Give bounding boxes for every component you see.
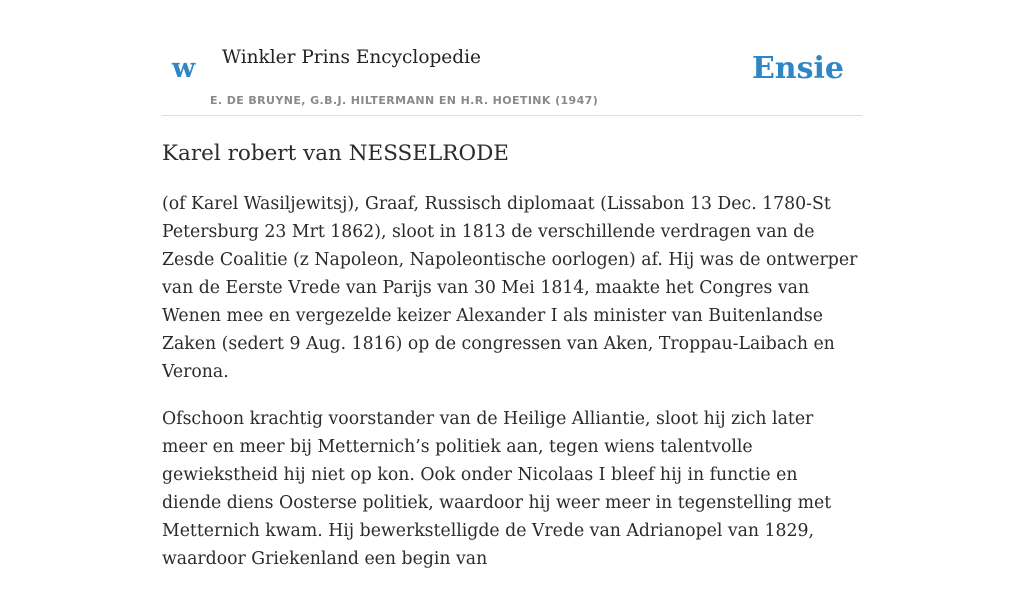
ensie-brand-link[interactable]: Ensie xyxy=(751,51,844,86)
article-paragraph: (of Karel Wasiljewitsj), Graaf, Russisch diplomaat (Lissabon 13 Dec. 1780-St Petersburg 23 Mrt 1862), sloot in 1813 de verschillende verdragen van de Zesde Coalitie (z Napoleon, Napoleontische oorlogen) af. Hij was de ontwerper van de Eerste Vrede van Parijs van 30 Mei 1814, maakte het Congres van Wenen mee en vergezelde keizer Alexander I als minister van Buitenlandse Zaken (sedert 9 Aug. 1816) op de congressen van Aken, Troppau-Laibach en Verona. xyxy=(162,194,858,382)
encyclopedia-title[interactable]: Winkler Prins Encyclopedie xyxy=(222,47,481,68)
article-paragraph: Ofschoon krachtig voorstander van de Heilige Alliantie, sloot hij zich later meer en meer bij Metternich’s politiek aan, tegen wiens talentvolle gewiekstheid hij niet op kon. Ook onder Nicolaas I bleef hij in functie en diende diens Oosterse politiek, waardoor hij weer meer in tegenstelling met Metternich kwam. Hij bewerkstelligde de Vrede van Adrianopel van 1829, waardoor Griekenland een begin van xyxy=(162,409,832,569)
encyclopedia-logo[interactable]: w xyxy=(172,53,196,84)
encyclopedia-authors: E. DE BRUYNE, G.B.J. HILTERMANN EN H.R. HOETINK (1947) xyxy=(210,94,599,107)
site-header xyxy=(162,0,862,116)
article-content xyxy=(162,138,862,592)
article-title: Karel robert van NESSELRODE xyxy=(162,141,510,166)
